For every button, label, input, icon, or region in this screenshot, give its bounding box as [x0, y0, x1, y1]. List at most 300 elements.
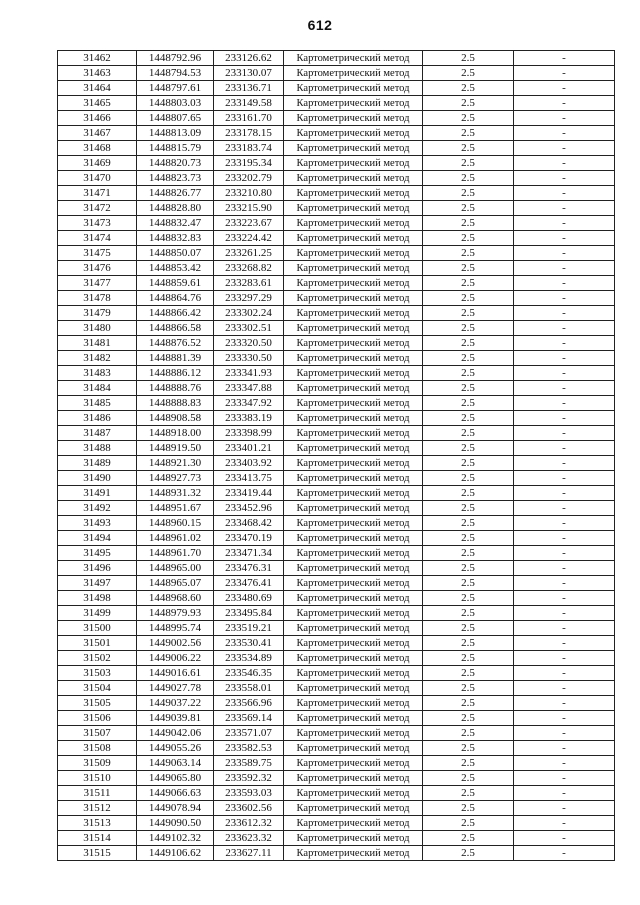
cell-note: - — [514, 501, 615, 516]
cell-x: 1449006.22 — [137, 651, 214, 666]
table-row — [58, 381, 615, 396]
cell-x: 1448876.52 — [137, 336, 214, 351]
cell-point-number: 31490 — [58, 471, 137, 486]
cell-point-number: 31485 — [58, 396, 137, 411]
cell-accuracy: 2.5 — [423, 756, 514, 771]
cell-accuracy: 2.5 — [423, 261, 514, 276]
cell-point-number: 31469 — [58, 156, 137, 171]
cell-accuracy: 2.5 — [423, 381, 514, 396]
table-row — [58, 621, 615, 636]
cell-point-number: 31470 — [58, 171, 137, 186]
cell-x: 1448823.73 — [137, 171, 214, 186]
cell-x: 1448908.58 — [137, 411, 214, 426]
cell-y: 233582.53 — [214, 741, 284, 756]
cell-point-number: 31475 — [58, 246, 137, 261]
table-row — [58, 111, 615, 126]
cell-point-number: 31494 — [58, 531, 137, 546]
cell-y: 233347.88 — [214, 381, 284, 396]
cell-note: - — [514, 741, 615, 756]
table-row — [58, 576, 615, 591]
cell-method: Картометрический метод — [284, 291, 423, 306]
table-row — [58, 771, 615, 786]
table-row — [58, 321, 615, 336]
table-row — [58, 396, 615, 411]
cell-accuracy: 2.5 — [423, 111, 514, 126]
cell-point-number: 31489 — [58, 456, 137, 471]
cell-method: Картометрический метод — [284, 276, 423, 291]
table-row — [58, 141, 615, 156]
cell-y: 233330.50 — [214, 351, 284, 366]
cell-y: 233302.24 — [214, 306, 284, 321]
cell-note: - — [514, 201, 615, 216]
cell-point-number: 31507 — [58, 726, 137, 741]
cell-note: - — [514, 546, 615, 561]
cell-note: - — [514, 696, 615, 711]
cell-note: - — [514, 651, 615, 666]
cell-method: Картометрический метод — [284, 831, 423, 846]
cell-method: Картометрический метод — [284, 681, 423, 696]
cell-accuracy: 2.5 — [423, 606, 514, 621]
table-row — [58, 171, 615, 186]
cell-note: - — [514, 66, 615, 81]
cell-note: - — [514, 831, 615, 846]
cell-accuracy: 2.5 — [423, 366, 514, 381]
table-row — [58, 261, 615, 276]
cell-method: Картометрический метод — [284, 66, 423, 81]
cell-y: 233627.11 — [214, 846, 284, 861]
cell-note: - — [514, 171, 615, 186]
cell-x: 1449027.78 — [137, 681, 214, 696]
cell-accuracy: 2.5 — [423, 156, 514, 171]
cell-accuracy: 2.5 — [423, 186, 514, 201]
cell-method: Картометрический метод — [284, 726, 423, 741]
table-row — [58, 51, 615, 66]
cell-point-number: 31497 — [58, 576, 137, 591]
cell-x: 1448797.61 — [137, 81, 214, 96]
cell-y: 233566.96 — [214, 696, 284, 711]
table-row — [58, 306, 615, 321]
cell-accuracy: 2.5 — [423, 96, 514, 111]
cell-note: - — [514, 156, 615, 171]
cell-note: - — [514, 381, 615, 396]
cell-method: Картометрический метод — [284, 471, 423, 486]
cell-point-number: 31484 — [58, 381, 137, 396]
cell-point-number: 31476 — [58, 261, 137, 276]
cell-note: - — [514, 246, 615, 261]
cell-accuracy: 2.5 — [423, 501, 514, 516]
table-row — [58, 831, 615, 846]
cell-accuracy: 2.5 — [423, 171, 514, 186]
cell-point-number: 31502 — [58, 651, 137, 666]
cell-y: 233452.96 — [214, 501, 284, 516]
cell-note: - — [514, 681, 615, 696]
cell-point-number: 31471 — [58, 186, 137, 201]
cell-method: Картометрический метод — [284, 771, 423, 786]
table-row — [58, 66, 615, 81]
cell-x: 1448853.42 — [137, 261, 214, 276]
cell-y: 233223.67 — [214, 216, 284, 231]
cell-note: - — [514, 726, 615, 741]
cell-point-number: 31479 — [58, 306, 137, 321]
cell-point-number: 31513 — [58, 816, 137, 831]
cell-point-number: 31503 — [58, 666, 137, 681]
cell-note: - — [514, 366, 615, 381]
table-row — [58, 786, 615, 801]
cell-y: 233149.58 — [214, 96, 284, 111]
cell-accuracy: 2.5 — [423, 771, 514, 786]
cell-point-number: 31473 — [58, 216, 137, 231]
cell-note: - — [514, 576, 615, 591]
cell-x: 1449106.62 — [137, 846, 214, 861]
cell-method: Картометрический метод — [284, 501, 423, 516]
cell-y: 233183.74 — [214, 141, 284, 156]
cell-method: Картометрический метод — [284, 186, 423, 201]
cell-accuracy: 2.5 — [423, 516, 514, 531]
cell-method: Картометрический метод — [284, 246, 423, 261]
cell-accuracy: 2.5 — [423, 411, 514, 426]
cell-point-number: 31492 — [58, 501, 137, 516]
table-row — [58, 561, 615, 576]
cell-method: Картометрический метод — [284, 786, 423, 801]
cell-x: 1449090.50 — [137, 816, 214, 831]
cell-note: - — [514, 456, 615, 471]
table-row — [58, 666, 615, 681]
table-row — [58, 186, 615, 201]
cell-point-number: 31501 — [58, 636, 137, 651]
cell-y: 233302.51 — [214, 321, 284, 336]
table-row — [58, 486, 615, 501]
cell-note: - — [514, 561, 615, 576]
cell-accuracy: 2.5 — [423, 351, 514, 366]
cell-note: - — [514, 336, 615, 351]
cell-x: 1449037.22 — [137, 696, 214, 711]
cell-note: - — [514, 846, 615, 861]
table-row — [58, 591, 615, 606]
cell-y: 233320.50 — [214, 336, 284, 351]
cell-note: - — [514, 321, 615, 336]
table-body — [58, 51, 615, 861]
cell-note: - — [514, 231, 615, 246]
cell-note: - — [514, 531, 615, 546]
cell-y: 233558.01 — [214, 681, 284, 696]
table-row — [58, 531, 615, 546]
cell-point-number: 31508 — [58, 741, 137, 756]
cell-y: 233571.07 — [214, 726, 284, 741]
cell-note: - — [514, 636, 615, 651]
cell-x: 1448921.30 — [137, 456, 214, 471]
cell-x: 1448832.83 — [137, 231, 214, 246]
cell-x: 1448965.07 — [137, 576, 214, 591]
table-row — [58, 546, 615, 561]
cell-y: 233468.42 — [214, 516, 284, 531]
cell-x: 1448792.96 — [137, 51, 214, 66]
cell-y: 233413.75 — [214, 471, 284, 486]
cell-y: 233546.35 — [214, 666, 284, 681]
cell-y: 233161.70 — [214, 111, 284, 126]
cell-note: - — [514, 711, 615, 726]
cell-note: - — [514, 441, 615, 456]
cell-method: Картометрический метод — [284, 816, 423, 831]
cell-method: Картометрический метод — [284, 396, 423, 411]
cell-note: - — [514, 606, 615, 621]
cell-method: Картометрический метод — [284, 411, 423, 426]
cell-method: Картометрический метод — [284, 741, 423, 756]
cell-method: Картометрический метод — [284, 591, 423, 606]
cell-y: 233283.61 — [214, 276, 284, 291]
cell-note: - — [514, 426, 615, 441]
cell-point-number: 31468 — [58, 141, 137, 156]
cell-point-number: 31482 — [58, 351, 137, 366]
cell-method: Картометрический метод — [284, 336, 423, 351]
cell-x: 1448881.39 — [137, 351, 214, 366]
cell-x: 1448859.61 — [137, 276, 214, 291]
cell-method: Картометрический метод — [284, 606, 423, 621]
cell-method: Картометрический метод — [284, 576, 423, 591]
cell-note: - — [514, 801, 615, 816]
table-row — [58, 681, 615, 696]
cell-note: - — [514, 351, 615, 366]
cell-x: 1448960.15 — [137, 516, 214, 531]
cell-y: 233401.21 — [214, 441, 284, 456]
cell-x: 1448803.03 — [137, 96, 214, 111]
cell-accuracy: 2.5 — [423, 141, 514, 156]
cell-y: 233215.90 — [214, 201, 284, 216]
cell-point-number: 31514 — [58, 831, 137, 846]
cell-note: - — [514, 261, 615, 276]
cell-point-number: 31504 — [58, 681, 137, 696]
cell-y: 233383.19 — [214, 411, 284, 426]
cell-y: 233589.75 — [214, 756, 284, 771]
cell-y: 233403.92 — [214, 456, 284, 471]
cell-point-number: 31474 — [58, 231, 137, 246]
cell-x: 1449039.81 — [137, 711, 214, 726]
cell-point-number: 31488 — [58, 441, 137, 456]
cell-point-number: 31495 — [58, 546, 137, 561]
cell-accuracy: 2.5 — [423, 456, 514, 471]
cell-accuracy: 2.5 — [423, 66, 514, 81]
cell-method: Картометрический метод — [284, 801, 423, 816]
cell-accuracy: 2.5 — [423, 801, 514, 816]
table-row — [58, 756, 615, 771]
table-row — [58, 291, 615, 306]
cell-y: 233136.71 — [214, 81, 284, 96]
cell-note: - — [514, 486, 615, 501]
coordinates-table — [57, 50, 615, 861]
cell-x: 1449102.32 — [137, 831, 214, 846]
cell-y: 233130.07 — [214, 66, 284, 81]
cell-note: - — [514, 666, 615, 681]
cell-x: 1448826.77 — [137, 186, 214, 201]
cell-point-number: 31477 — [58, 276, 137, 291]
cell-note: - — [514, 591, 615, 606]
cell-note: - — [514, 306, 615, 321]
table-row — [58, 336, 615, 351]
cell-method: Картометрический метод — [284, 381, 423, 396]
table-row — [58, 246, 615, 261]
cell-accuracy: 2.5 — [423, 576, 514, 591]
cell-x: 1448820.73 — [137, 156, 214, 171]
cell-y: 233341.93 — [214, 366, 284, 381]
cell-accuracy: 2.5 — [423, 216, 514, 231]
cell-x: 1448832.47 — [137, 216, 214, 231]
cell-point-number: 31463 — [58, 66, 137, 81]
cell-method: Картометрический метод — [284, 516, 423, 531]
cell-method: Картометрический метод — [284, 531, 423, 546]
cell-method: Картометрический метод — [284, 216, 423, 231]
table-row — [58, 696, 615, 711]
page-number: 612 — [307, 17, 333, 33]
cell-x: 1448866.58 — [137, 321, 214, 336]
cell-method: Картометрический метод — [284, 756, 423, 771]
cell-accuracy: 2.5 — [423, 786, 514, 801]
cell-method: Картометрический метод — [284, 306, 423, 321]
cell-point-number: 31500 — [58, 621, 137, 636]
cell-x: 1448815.79 — [137, 141, 214, 156]
cell-x: 1448813.09 — [137, 126, 214, 141]
table-row — [58, 726, 615, 741]
table-row — [58, 606, 615, 621]
cell-y: 233202.79 — [214, 171, 284, 186]
table-row — [58, 711, 615, 726]
cell-y: 233476.31 — [214, 561, 284, 576]
cell-point-number: 31466 — [58, 111, 137, 126]
cell-accuracy: 2.5 — [423, 546, 514, 561]
cell-method: Картометрический метод — [284, 621, 423, 636]
cell-note: - — [514, 141, 615, 156]
table-row — [58, 126, 615, 141]
cell-method: Картометрический метод — [284, 171, 423, 186]
table-row — [58, 846, 615, 861]
cell-x: 1449063.14 — [137, 756, 214, 771]
cell-method: Картометрический метод — [284, 561, 423, 576]
table-row — [58, 81, 615, 96]
cell-y: 233210.80 — [214, 186, 284, 201]
cell-accuracy: 2.5 — [423, 441, 514, 456]
cell-accuracy: 2.5 — [423, 531, 514, 546]
cell-y: 233126.62 — [214, 51, 284, 66]
table-row — [58, 231, 615, 246]
cell-accuracy: 2.5 — [423, 306, 514, 321]
cell-x: 1448995.74 — [137, 621, 214, 636]
table-row — [58, 426, 615, 441]
table-row — [58, 471, 615, 486]
cell-method: Картометрический метод — [284, 351, 423, 366]
cell-accuracy: 2.5 — [423, 396, 514, 411]
cell-point-number: 31483 — [58, 366, 137, 381]
table-row — [58, 741, 615, 756]
cell-method: Картометрический метод — [284, 261, 423, 276]
cell-accuracy: 2.5 — [423, 291, 514, 306]
table-row — [58, 351, 615, 366]
cell-y: 233398.99 — [214, 426, 284, 441]
cell-x: 1448919.50 — [137, 441, 214, 456]
cell-method: Картометрический метод — [284, 846, 423, 861]
table-row — [58, 201, 615, 216]
cell-y: 233419.44 — [214, 486, 284, 501]
cell-point-number: 31487 — [58, 426, 137, 441]
cell-note: - — [514, 516, 615, 531]
cell-point-number: 31511 — [58, 786, 137, 801]
table-row — [58, 441, 615, 456]
cell-accuracy: 2.5 — [423, 696, 514, 711]
cell-note: - — [514, 621, 615, 636]
table-row — [58, 636, 615, 651]
cell-method: Картометрический метод — [284, 666, 423, 681]
cell-note: - — [514, 396, 615, 411]
cell-method: Картометрический метод — [284, 51, 423, 66]
cell-accuracy: 2.5 — [423, 321, 514, 336]
cell-note: - — [514, 51, 615, 66]
cell-accuracy: 2.5 — [423, 51, 514, 66]
cell-y: 233530.41 — [214, 636, 284, 651]
cell-accuracy: 2.5 — [423, 246, 514, 261]
cell-y: 233268.82 — [214, 261, 284, 276]
cell-note: - — [514, 771, 615, 786]
cell-method: Картометрический метод — [284, 231, 423, 246]
cell-y: 233224.42 — [214, 231, 284, 246]
cell-note: - — [514, 411, 615, 426]
table-row — [58, 456, 615, 471]
cell-x: 1448888.83 — [137, 396, 214, 411]
table-row — [58, 501, 615, 516]
cell-note: - — [514, 291, 615, 306]
cell-method: Картометрический метод — [284, 546, 423, 561]
cell-accuracy: 2.5 — [423, 831, 514, 846]
table-row — [58, 816, 615, 831]
cell-accuracy: 2.5 — [423, 336, 514, 351]
cell-note: - — [514, 471, 615, 486]
cell-accuracy: 2.5 — [423, 621, 514, 636]
cell-method: Картометрический метод — [284, 201, 423, 216]
cell-accuracy: 2.5 — [423, 711, 514, 726]
cell-x: 1448961.70 — [137, 546, 214, 561]
cell-y: 233347.92 — [214, 396, 284, 411]
cell-accuracy: 2.5 — [423, 846, 514, 861]
cell-x: 1448888.76 — [137, 381, 214, 396]
cell-note: - — [514, 756, 615, 771]
cell-point-number: 31515 — [58, 846, 137, 861]
cell-method: Картометрический метод — [284, 156, 423, 171]
cell-point-number: 31478 — [58, 291, 137, 306]
cell-accuracy: 2.5 — [423, 426, 514, 441]
cell-method: Картометрический метод — [284, 441, 423, 456]
cell-method: Картометрический метод — [284, 486, 423, 501]
cell-x: 1448807.65 — [137, 111, 214, 126]
table-row — [58, 366, 615, 381]
cell-accuracy: 2.5 — [423, 741, 514, 756]
cell-y: 233476.41 — [214, 576, 284, 591]
cell-point-number: 31486 — [58, 411, 137, 426]
cell-y: 233195.34 — [214, 156, 284, 171]
cell-note: - — [514, 786, 615, 801]
cell-note: - — [514, 186, 615, 201]
cell-accuracy: 2.5 — [423, 666, 514, 681]
cell-method: Картометрический метод — [284, 141, 423, 156]
cell-accuracy: 2.5 — [423, 651, 514, 666]
table-row — [58, 411, 615, 426]
cell-method: Картометрический метод — [284, 636, 423, 651]
cell-method: Картометрический метод — [284, 321, 423, 336]
cell-point-number: 31491 — [58, 486, 137, 501]
cell-accuracy: 2.5 — [423, 486, 514, 501]
table-row — [58, 516, 615, 531]
cell-x: 1448968.60 — [137, 591, 214, 606]
cell-point-number: 31506 — [58, 711, 137, 726]
cell-method: Картометрический метод — [284, 126, 423, 141]
cell-x: 1448850.07 — [137, 246, 214, 261]
cell-y: 233471.34 — [214, 546, 284, 561]
cell-point-number: 31499 — [58, 606, 137, 621]
